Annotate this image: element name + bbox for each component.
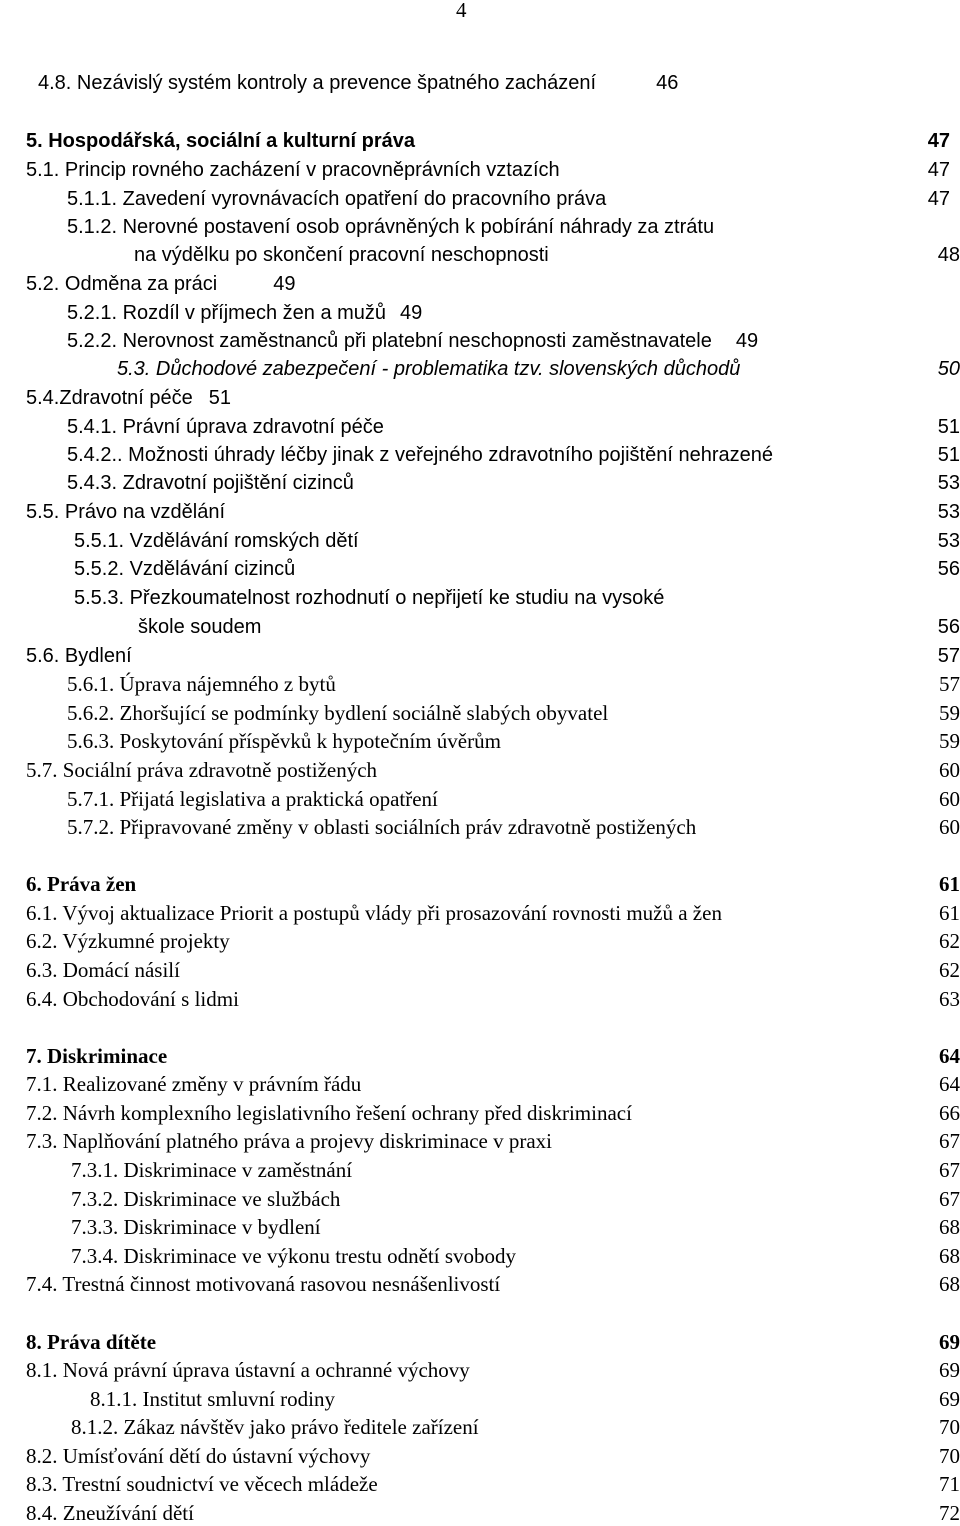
toc-entry-title: 5.6.3. Poskytování příspěvků k hypotečním úvěrům <box>67 729 501 753</box>
toc-entry-title: 7.1. Realizované změny v právním řádu <box>26 1072 362 1096</box>
toc-entry-title: 5.5.1. Vzdělávání romských dětí <box>74 530 359 552</box>
toc-entry-title: 5.2.1. Rozdíl v příjmech žen a mužů <box>67 302 387 324</box>
toc-entry-title: 7.4. Trestná činnost motivovaná rasovou nesnášenlivostí <box>26 1272 501 1296</box>
toc-entry-title: 7. Diskriminace <box>26 1044 168 1068</box>
toc-entry-page: 51 <box>937 444 960 466</box>
toc-entry-page: 46 <box>656 72 679 94</box>
toc-entry-page: 50 <box>937 358 960 380</box>
toc-entry-title: 5.7. Sociální práva zdravotně postižených <box>26 758 378 782</box>
toc-entry-page: 60 <box>939 815 960 839</box>
toc-entry-title: 5.7.1. Přijatá legislativa a praktická opatření <box>67 787 438 811</box>
toc-entry <box>26 871 136 897</box>
page-number: 4 <box>456 0 467 22</box>
toc-entry <box>71 1243 516 1269</box>
toc-entry-page: 60 <box>939 787 960 811</box>
toc-entry-page: 61 <box>939 872 960 896</box>
toc-entry-title: 5.6.1. Úprava nájemného z bytů <box>67 672 336 696</box>
toc-entry-title: 5.4.2.. Možnosti úhrady léčby jinak z veřejného zdravotního pojištění nehrazené <box>67 444 773 466</box>
toc-entry <box>138 614 261 640</box>
toc-entry <box>26 1071 361 1097</box>
toc-entry-page: 63 <box>939 987 960 1011</box>
toc-entry <box>26 643 132 669</box>
toc-entry-title: 5.6. Bydlení <box>26 645 132 667</box>
toc-entry-title: 5.3. Důchodové zabezpečení - problematika tzv. slovenských důchodů <box>117 358 741 380</box>
toc-entry-page: 67 <box>939 1187 960 1211</box>
toc-entry-title: 6. Práva žen <box>26 872 137 896</box>
toc-entry-title: 7.3.4. Diskriminace ve výkonu trestu odnětí svobody <box>71 1244 517 1268</box>
toc-entry <box>67 700 608 726</box>
toc-entry <box>67 671 336 697</box>
toc-entry-title: 5. Hospodářská, sociální a kulturní práva <box>26 130 416 152</box>
toc-entry-page: 69 <box>939 1358 960 1382</box>
toc-entry <box>71 1414 479 1440</box>
toc-entry <box>26 900 722 926</box>
toc-entry-page: 56 <box>937 558 960 580</box>
toc-entry-page: 49 <box>400 302 423 324</box>
toc-entry-title: 4.8. Nezávislý systém kontroly a prevence špatného zacházení <box>38 72 597 94</box>
toc-entry <box>26 1357 470 1383</box>
toc-entry <box>26 1329 156 1355</box>
toc-entry-title: 8.1.2. Zákaz návštěv jako právo ředitele zařízení <box>71 1415 479 1439</box>
toc-entry <box>67 442 773 468</box>
toc-entry-page: 64 <box>939 1044 960 1068</box>
toc-entry-page: 53 <box>937 530 960 552</box>
toc-entry <box>67 470 354 496</box>
toc-entry <box>26 928 230 954</box>
toc-entry <box>67 300 422 326</box>
toc-entry-page: 64 <box>939 1072 960 1096</box>
toc-entry-title: 5.1. Princip rovného zacházení v pracovněprávních vztazích <box>26 159 560 181</box>
toc-entry-title: 8.2. Umísťování dětí do ústavní výchovy <box>26 1444 371 1468</box>
toc-entry-page: 47 <box>927 130 950 152</box>
toc-entry-title: 8. Práva dítěte <box>26 1330 157 1354</box>
toc-entry-title: 5.1.1. Zavedení vyrovnávacích opatření do pracovního práva <box>67 188 607 210</box>
toc-entry-page: 51 <box>208 387 232 409</box>
toc-entry-page: 51 <box>937 416 960 438</box>
toc-entry-page: 61 <box>939 901 960 925</box>
toc-entry-page: 66 <box>939 1101 960 1125</box>
toc-entry <box>26 1471 378 1497</box>
toc-entry-page: 53 <box>937 472 960 494</box>
toc-entry <box>26 271 295 297</box>
toc-entry-title: 5.5. Právo na vzdělání <box>26 501 226 523</box>
toc-entry <box>26 128 415 154</box>
toc-entry-title: škole soudem <box>138 616 262 638</box>
toc-entry-page: 69 <box>939 1387 960 1411</box>
toc-entry <box>26 1443 370 1469</box>
toc-entry-page: 59 <box>939 729 960 753</box>
toc-entry-title: 7.3. Naplňování platného práva a projevy diskriminace v praxi <box>26 1129 553 1153</box>
toc-entry-title: 7.3.1. Diskriminace v zaměstnání <box>71 1158 353 1182</box>
toc-entry-title: 5.1.2. Nerovné postavení osob oprávněných k pobírání náhrady za ztrátu <box>67 216 715 238</box>
toc-entry-title: na výdělku po skončení pracovní neschopnosti <box>134 244 549 266</box>
toc-entry-title: 5.2. Odměna za práci <box>26 273 218 295</box>
toc-entry-title: 5.4.Zdravotní péče <box>26 387 193 409</box>
toc-entry-page: 68 <box>939 1244 960 1268</box>
toc-entry-title: 5.4.3. Zdravotní pojištění cizinců <box>67 472 354 494</box>
toc-entry-title: 8.1. Nová právní úprava ústavní a ochranné výchovy <box>26 1358 470 1382</box>
toc-entry <box>117 356 740 382</box>
toc-entry <box>67 786 438 812</box>
toc-entry-title: 5.4.1. Právní úprava zdravotní péče <box>67 416 384 438</box>
toc-entry <box>67 728 501 754</box>
toc-entry-page: 47 <box>927 159 950 181</box>
toc-entry-title: 6.1. Vývoj aktualizace Priorit a postupů vlády při prosazování rovnosti mužů a žen <box>26 901 722 925</box>
toc-entry <box>71 1157 352 1183</box>
toc-entry <box>26 1271 500 1297</box>
toc-entry <box>74 528 359 554</box>
toc-entry-page: 59 <box>939 701 960 725</box>
toc-entry <box>67 328 758 354</box>
toc-entry-title: 8.4. Zneužívání dětí <box>26 1501 194 1525</box>
toc-entry-title: 5.5.2. Vzdělávání cizinců <box>74 558 296 580</box>
toc-entry-title: 6.3. Domácí násilí <box>26 958 180 982</box>
toc-entry <box>26 1043 167 1069</box>
toc-entry <box>67 214 714 240</box>
toc-entry-title: 7.2. Návrh komplexního legislativního řešení ochrany před diskriminací <box>26 1101 632 1125</box>
toc-entry-page: 48 <box>937 244 960 266</box>
toc-entry-title: 7.3.2. Diskriminace ve službách <box>71 1187 341 1211</box>
toc-entry-page: 70 <box>939 1415 960 1439</box>
toc-entry-page: 57 <box>937 645 960 667</box>
toc-entry <box>26 1128 552 1154</box>
toc-entry-page: 53 <box>937 501 960 523</box>
toc-entry-title: 5.7.2. Připravované změny v oblasti sociálních práv zdravotně postižených <box>67 815 697 839</box>
toc-entry <box>38 70 678 96</box>
toc-entry-title: 6.4. Obchodování s lidmi <box>26 987 239 1011</box>
toc-entry <box>26 1100 632 1126</box>
toc-entry <box>26 986 239 1012</box>
toc-entry <box>71 1214 321 1240</box>
toc-entry <box>67 414 384 440</box>
toc-entry-page: 69 <box>939 1330 960 1354</box>
toc-entry-title: 6.2. Výzkumné projekty <box>26 929 230 953</box>
toc-entry-page: 68 <box>939 1272 960 1296</box>
toc-entry-page: 68 <box>939 1215 960 1239</box>
toc-entry-page: 49 <box>273 273 296 295</box>
toc-entry-page: 72 <box>939 1501 960 1525</box>
toc-entry-title: 8.1.1. Institut smluvní rodiny <box>90 1387 336 1411</box>
toc-entry-page: 60 <box>939 758 960 782</box>
toc-entry-page: 71 <box>939 1472 960 1496</box>
toc-entry <box>74 556 295 582</box>
toc-entry-page: 57 <box>939 672 960 696</box>
toc-entry <box>26 385 231 411</box>
toc-entry <box>74 585 664 611</box>
toc-entry-title: 8.3. Trestní soudnictví ve věcech mládeže <box>26 1472 378 1496</box>
toc-entry-page: 62 <box>939 958 960 982</box>
toc-entry-page: 70 <box>939 1444 960 1468</box>
toc-entry-title: 5.2.2. Nerovnost zaměstnanců při platební neschopnosti zaměstnavatele <box>67 330 712 352</box>
toc-entry-page: 49 <box>735 330 759 352</box>
toc-entry-title: 7.3.3. Diskriminace v bydlení <box>71 1215 321 1239</box>
toc-entry <box>90 1386 335 1412</box>
toc-entry <box>26 1500 194 1526</box>
toc-entry <box>26 499 225 525</box>
toc-entry <box>67 814 696 840</box>
toc-entry-title: 5.5.3. Přezkoumatelnost rozhodnutí o nepřijetí ke studiu na vysoké <box>74 587 665 609</box>
toc-entry-page: 47 <box>927 188 950 210</box>
toc-entry-page: 56 <box>937 616 960 638</box>
toc-entry <box>26 957 180 983</box>
toc-entry-page: 67 <box>939 1158 960 1182</box>
toc-entry <box>71 1186 340 1212</box>
toc-entry <box>26 757 377 783</box>
toc-entry-page: 67 <box>939 1129 960 1153</box>
toc-entry-page: 62 <box>939 929 960 953</box>
toc-entry <box>26 157 560 183</box>
toc-entry-title: 5.6.2. Zhoršující se podmínky bydlení sociálně slabých obyvatel <box>67 701 609 725</box>
toc-entry <box>67 186 606 212</box>
toc-entry <box>134 242 549 268</box>
